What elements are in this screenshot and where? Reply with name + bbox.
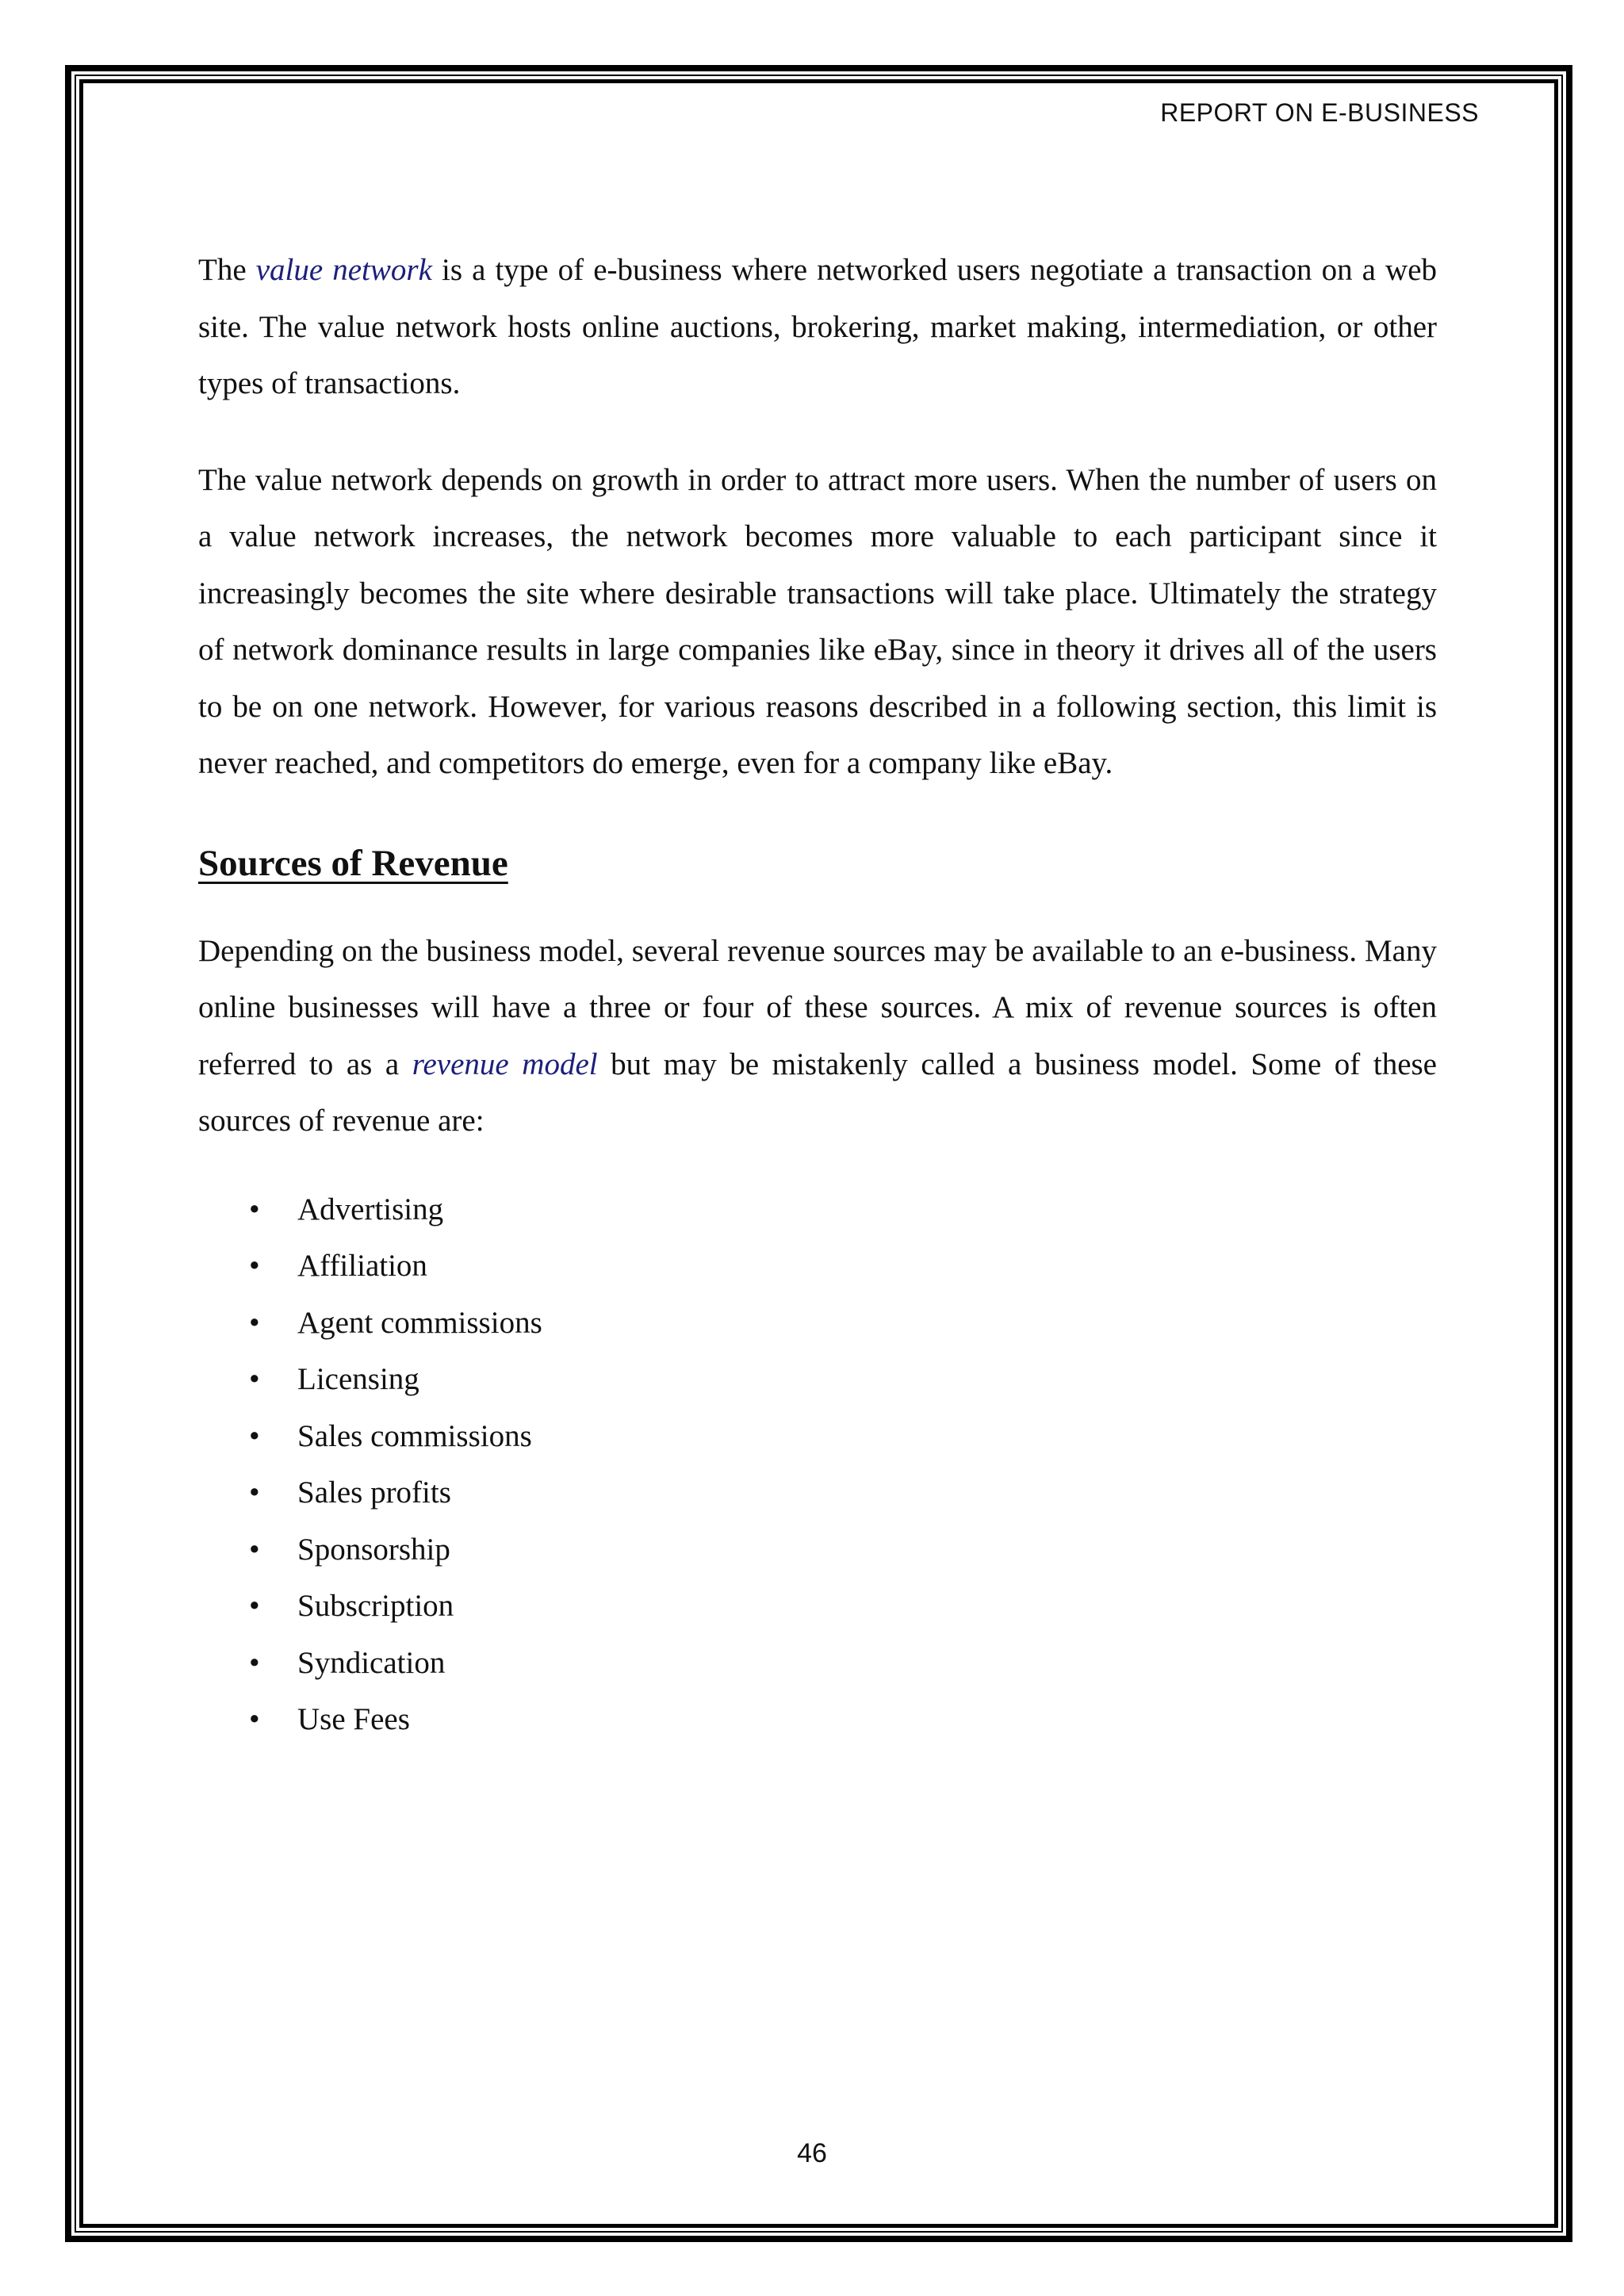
bullet-icon: •	[249, 1475, 260, 1510]
list-item-label: Agent commissions	[297, 1305, 542, 1340]
list-item-label: Advertising	[297, 1192, 444, 1226]
list-item	[198, 1408, 1437, 1465]
list-item-label: Subscription	[297, 1589, 454, 1623]
paragraph-revenue-sources-intro	[198, 923, 1437, 1150]
bullet-icon: •	[249, 1418, 260, 1453]
bullet-icon: •	[249, 1305, 260, 1340]
section-heading-sources-of-revenue: Sources of Revenue	[198, 842, 508, 884]
list-item-label: Syndication	[297, 1645, 446, 1680]
list-item-label: Use Fees	[297, 1702, 410, 1736]
running-header: REPORT ON E-BUSINESS	[1160, 98, 1479, 127]
paragraph-value-network-growth: The value network depends on growth in order to attract more users. When the number of users on a value network increases, the network becomes more valuable to each participant since it increasingly becomes the site where desirable transactions will take place. Ultimately the strategy of network dominance results in large companies like eBay, since in theory it drives all of the users to be on one network. However, for various reasons described in a following section, this limit is never reached, and competitors do emerge, even for a company like eBay.	[198, 462, 1437, 780]
bullet-icon: •	[249, 1645, 260, 1680]
paragraph-rest-text: but may be mistakenly called a business model. Some of these sources of revenue are:	[198, 1047, 1437, 1138]
page-number: 46	[797, 2138, 827, 2168]
list-item	[198, 1521, 1437, 1578]
list-item	[198, 1635, 1437, 1692]
bullet-icon: •	[249, 1362, 260, 1396]
page-content	[198, 242, 1437, 1748]
paragraph-lead-text: The	[198, 253, 256, 287]
list-item	[198, 1238, 1437, 1295]
list-item	[198, 1464, 1437, 1521]
revenue-sources-list	[198, 1181, 1437, 1748]
term-value-network: value network	[255, 253, 432, 287]
paragraph-rest-text: is a type of e-business where networked users negotiate a transaction on a web site. The value network hosts online auctions, brokering, market making, intermediation, or other types of transactions.	[198, 253, 1438, 400]
bullet-icon: •	[249, 1249, 260, 1283]
bullet-icon: •	[249, 1589, 260, 1623]
term-revenue-model: revenue model	[412, 1047, 598, 1081]
list-item	[198, 1181, 1437, 1238]
bullet-icon: •	[249, 1192, 260, 1226]
list-item	[198, 1578, 1437, 1635]
bullet-icon: •	[249, 1532, 260, 1567]
paragraph-value-network-intro	[198, 242, 1437, 412]
list-item-label: Affiliation	[297, 1249, 427, 1283]
list-item-label: Licensing	[297, 1362, 419, 1396]
list-item	[198, 1351, 1437, 1408]
list-item-label: Sponsorship	[297, 1532, 450, 1567]
bullet-icon: •	[249, 1702, 260, 1736]
list-item-label: Sales profits	[297, 1475, 451, 1510]
list-item	[198, 1691, 1437, 1748]
paragraph-lead-text: Depending on the business model, several revenue sources may be available to an e-business. Many online businesses will have a three or four of these sources. A mix of revenue sources is often referred to as a	[198, 933, 1437, 1081]
list-item	[198, 1295, 1437, 1352]
list-item-label: Sales commissions	[297, 1418, 532, 1453]
